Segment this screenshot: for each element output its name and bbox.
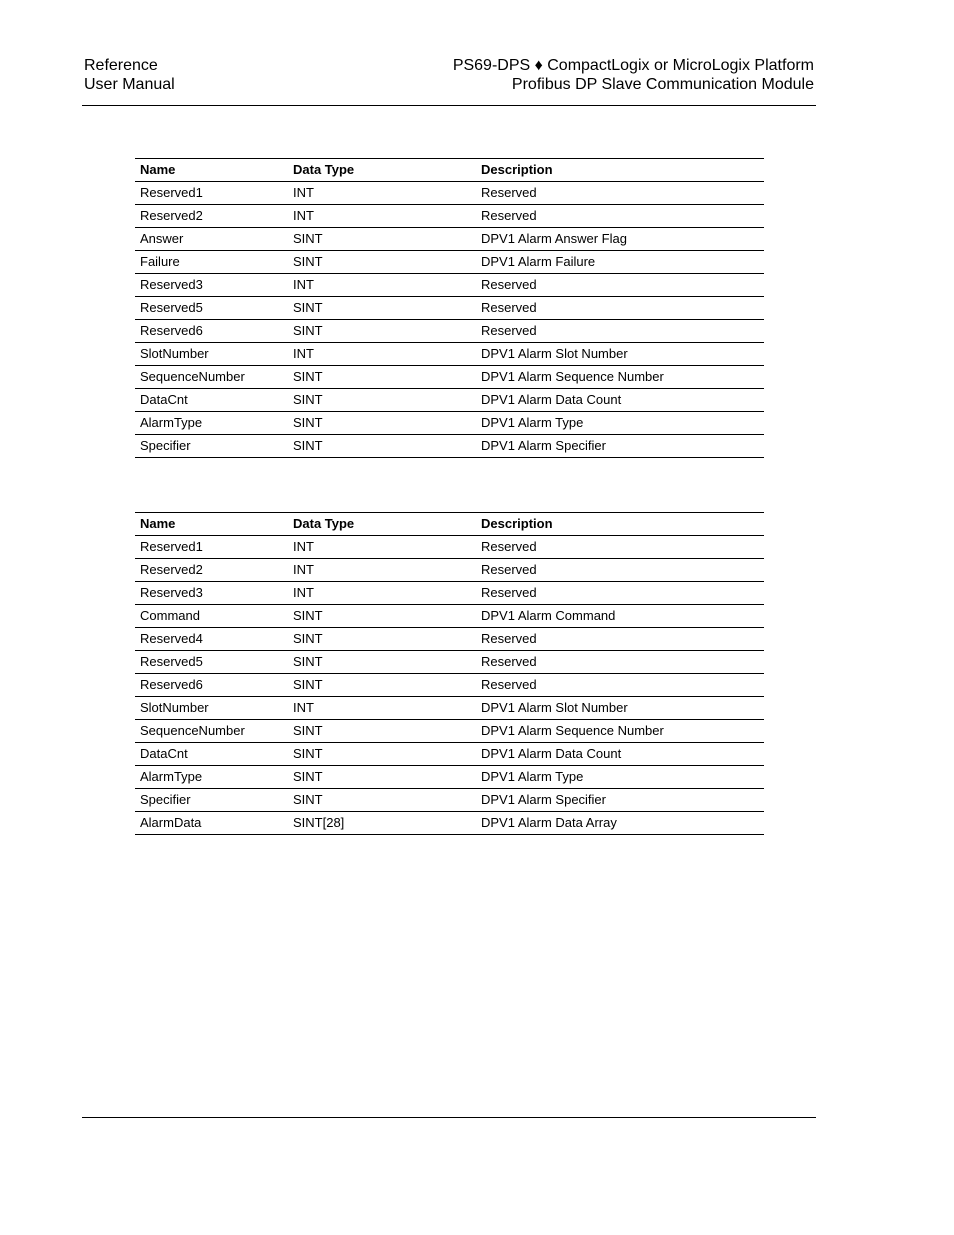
table-row [135,297,764,320]
cell-data-type: INT [288,343,476,366]
cell-data-type: SINT [288,366,476,389]
cell-name: AlarmData [135,812,288,835]
table-row [135,251,764,274]
cell-description: Reserved [476,536,764,559]
cell-data-type: SINT [288,743,476,766]
table-row [135,366,764,389]
cell-description: Reserved [476,674,764,697]
cell-name: Answer [135,228,288,251]
table-row [135,766,764,789]
table-header-row [135,159,764,182]
cell-description: Reserved [476,628,764,651]
cell-description: DPV1 Alarm Specifier [476,435,764,458]
table-row [135,320,764,343]
cell-description: Reserved [476,559,764,582]
alarm-command-table [135,512,764,835]
column-header-data-type: Data Type [288,513,476,536]
table-row [135,628,764,651]
header-product-title: PS69-DPS ♦ CompactLogix or MicroLogix Platform [452,57,814,74]
cell-name: Reserved2 [135,559,288,582]
cell-name: SlotNumber [135,343,288,366]
cell-data-type: INT [288,559,476,582]
table-row [135,343,764,366]
cell-name: Reserved6 [135,674,288,697]
cell-description: DPV1 Alarm Failure [476,251,764,274]
cell-data-type: INT [288,536,476,559]
cell-data-type: INT [288,274,476,297]
cell-name: DataCnt [135,389,288,412]
footer-divider [82,1117,816,1118]
cell-name: Specifier [135,789,288,812]
table-header-row [135,513,764,536]
cell-data-type: INT [288,582,476,605]
cell-data-type: INT [288,182,476,205]
column-header-description: Description [476,513,764,536]
cell-data-type: SINT [288,435,476,458]
cell-name: AlarmType [135,412,288,435]
cell-name: Reserved3 [135,274,288,297]
table-row [135,559,764,582]
table-row [135,205,764,228]
cell-name: Reserved5 [135,651,288,674]
cell-name: Reserved1 [135,536,288,559]
cell-name: Failure [135,251,288,274]
cell-description: DPV1 Alarm Specifier [476,789,764,812]
cell-name: Reserved3 [135,582,288,605]
cell-name: SequenceNumber [135,720,288,743]
cell-description: Reserved [476,582,764,605]
cell-name: Reserved6 [135,320,288,343]
cell-data-type: SINT [288,297,476,320]
cell-name: Reserved2 [135,205,288,228]
table-row [135,812,764,835]
table-row [135,674,764,697]
cell-data-type: SINT [288,320,476,343]
table-row [135,228,764,251]
cell-description: DPV1 Alarm Slot Number [476,343,764,366]
cell-description: DPV1 Alarm Command [476,605,764,628]
cell-description: DPV1 Alarm Type [476,412,764,435]
cell-description: Reserved [476,651,764,674]
table-row [135,274,764,297]
header-right [453,56,814,94]
cell-data-type: SINT [288,412,476,435]
cell-data-type: SINT [288,251,476,274]
table-row [135,743,764,766]
cell-name: SlotNumber [135,697,288,720]
page-header [84,56,814,96]
header-module-name: Profibus DP Slave Communication Module [511,76,814,93]
cell-data-type: SINT [288,766,476,789]
table-row [135,389,764,412]
column-header-data-type: Data Type [288,159,476,182]
cell-description: DPV1 Alarm Answer Flag [476,228,764,251]
cell-name: SequenceNumber [135,366,288,389]
cell-name: Reserved1 [135,182,288,205]
cell-description: DPV1 Alarm Sequence Number [476,366,764,389]
cell-data-type: SINT[28] [288,812,476,835]
cell-description: DPV1 Alarm Sequence Number [476,720,764,743]
cell-name: AlarmType [135,766,288,789]
cell-name: Command [135,605,288,628]
cell-data-type: INT [288,697,476,720]
header-left [84,56,175,94]
cell-name: Reserved4 [135,628,288,651]
cell-data-type: SINT [288,674,476,697]
header-doc-type: User Manual [84,76,175,93]
cell-description: Reserved [476,182,764,205]
table-row [135,582,764,605]
column-header-name: Name [135,159,288,182]
header-section-name: Reference [84,57,158,74]
cell-data-type: SINT [288,628,476,651]
cell-data-type: SINT [288,228,476,251]
table-row [135,789,764,812]
cell-description: DPV1 Alarm Data Count [476,743,764,766]
alarm-answer-table [135,158,764,458]
table-row [135,182,764,205]
cell-data-type: SINT [288,720,476,743]
cell-name: Reserved5 [135,297,288,320]
table-body [135,182,764,458]
cell-description: DPV1 Alarm Data Count [476,389,764,412]
cell-data-type: INT [288,205,476,228]
cell-name: Specifier [135,435,288,458]
table-row [135,605,764,628]
cell-data-type: SINT [288,789,476,812]
table-row [135,697,764,720]
cell-description: Reserved [476,320,764,343]
cell-data-type: SINT [288,651,476,674]
cell-description: Reserved [476,274,764,297]
cell-description: DPV1 Alarm Type [476,766,764,789]
cell-description: DPV1 Alarm Data Array [476,812,764,835]
table-row [135,536,764,559]
header-divider [82,105,816,106]
column-header-description: Description [476,159,764,182]
cell-description: DPV1 Alarm Slot Number [476,697,764,720]
column-header-name: Name [135,513,288,536]
cell-name: DataCnt [135,743,288,766]
table-row [135,412,764,435]
cell-data-type: SINT [288,389,476,412]
cell-description: Reserved [476,205,764,228]
cell-data-type: SINT [288,605,476,628]
table-row [135,651,764,674]
cell-description: Reserved [476,297,764,320]
table-row [135,435,764,458]
table-body [135,536,764,835]
table-row [135,720,764,743]
